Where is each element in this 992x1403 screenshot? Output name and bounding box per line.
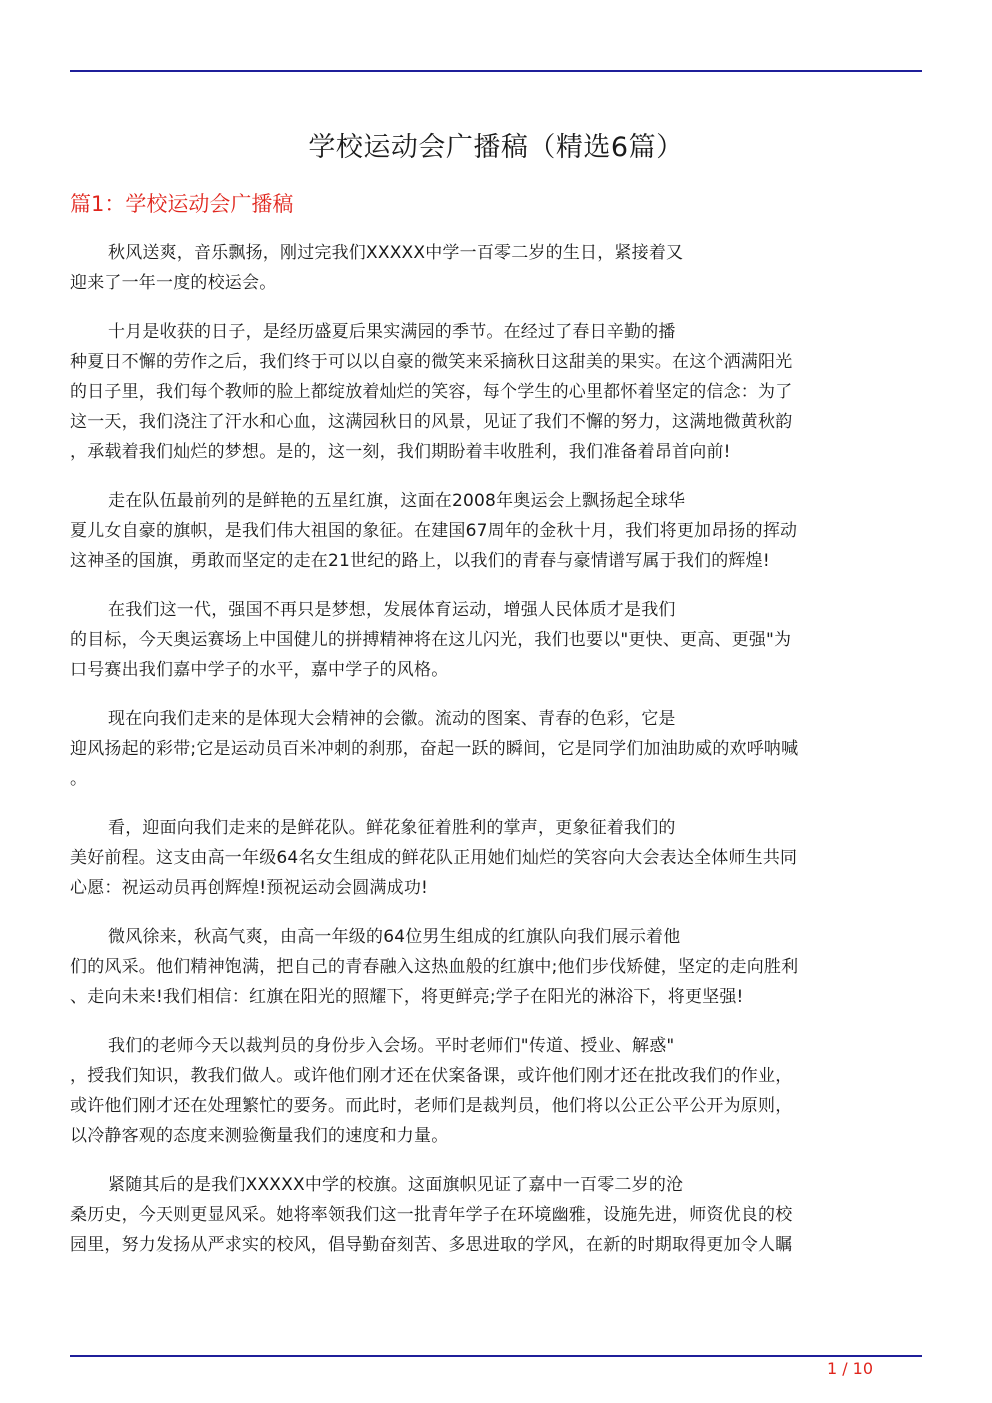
paragraph-line: 走在队伍最前列的是鲜艳的五星红旗，这面在2008年奥运会上飘扬起全球华 [108, 491, 686, 511]
paragraph-line: 迎风扬起的彩带;它是运动员百米冲刺的刹那，奋起一跃的瞬间，它是同学们加油助威的欢呼呐喊 [70, 739, 799, 759]
paragraph [70, 1170, 922, 1260]
paragraph [70, 486, 922, 576]
header-rule [70, 70, 922, 72]
paragraph [70, 238, 922, 298]
paragraph [70, 922, 922, 1012]
paragraph-line: 秋风送爽，音乐飘扬，刚过完我们XXXXX中学一百零二岁的生日，紧接着又 [108, 243, 684, 263]
paragraph-line: 微风徐来，秋高气爽，由高一年级的64位男生组成的红旗队向我们展示着他 [108, 927, 681, 947]
paragraph-line: 在我们这一代，强国不再只是梦想，发展体育运动，增强人民体质才是我们 [108, 600, 676, 620]
paragraph-line: 这神圣的国旗，勇敢而坚定的走在21世纪的路上，以我们的青春与豪情谱写属于我们的辉煌! [70, 551, 770, 571]
paragraph-line: 的日子里，我们每个教师的脸上都绽放着灿烂的笑容，每个学生的心里都怀着坚定的信念：为了 [70, 382, 793, 402]
paragraph-line: 种夏日不懈的劳作之后，我们终于可以以自豪的微笑来采摘秋日这甜美的果实。在这个洒满阳光 [70, 352, 793, 372]
document-title: 学校运动会广播稿（精选6篇） [308, 132, 684, 163]
paragraph [70, 704, 922, 794]
paragraph-line: 十月是收获的日子，是经历盛夏后果实满园的季节。在经过了春日辛勤的播 [108, 322, 676, 342]
paragraph-line: 园里，努力发扬从严求实的校风，倡导勤奋刻苦、多思进取的学风，在新的时期取得更加令人瞩 [70, 1235, 793, 1255]
section-heading: 篇1：学校运动会广播稿 [70, 192, 294, 216]
paragraph-line: 或许他们刚才还在处理繁忙的要务。而此时，老师们是裁判员，他们将以公正公平公开为原则， [70, 1096, 793, 1116]
paragraph-line: 现在向我们走来的是体现大会精神的会徽。流动的图案、青春的色彩，它是 [108, 709, 676, 729]
paragraph-line: ，授我们知识，教我们做人。或许他们刚才还在伏案备课，或许他们刚才还在批改我们的作业， [70, 1066, 793, 1086]
paragraph-line: 看，迎面向我们走来的是鲜花队。鲜花象征着胜利的掌声，更象征着我们的 [108, 818, 676, 838]
paragraph [70, 595, 922, 685]
paragraph-line: 这一天，我们浇注了汗水和心血，这满园秋日的风景，见证了我们不懈的努力，这满地微黄秋韵 [70, 412, 793, 432]
paragraph-line: 心愿：祝运动员再创辉煌!预祝运动会圆满成功! [70, 878, 429, 898]
paragraph [70, 813, 922, 903]
paragraph [70, 1031, 922, 1151]
paragraph-line: 、走向未来!我们相信：红旗在阳光的照耀下，将更鲜亮;学子在阳光的淋浴下，将更坚强! [70, 987, 744, 1007]
paragraph [70, 317, 922, 467]
paragraph-line: 以冷静客观的态度来测验衡量我们的速度和力量。 [70, 1126, 449, 1146]
paragraph-line: 桑历史，今天则更显风采。她将率领我们这一批青年学子在环境幽雅，设施先进，师资优良的校 [70, 1205, 793, 1225]
footer-rule [70, 1355, 922, 1357]
paragraph-line: 我们的老师今天以裁判员的身份步入会场。平时老师们"传道、授业、解惑" [108, 1036, 675, 1056]
paragraph-line: 的目标，今天奥运赛场上中国健儿的拼搏精神将在这儿闪光，我们也要以"更快、更高、更强"为 [70, 630, 792, 650]
paragraph-line: 。 [70, 769, 88, 789]
paragraph-line: ，承载着我们灿烂的梦想。是的，这一刻，我们期盼着丰收胜利，我们准备着昂首向前! [70, 442, 731, 462]
page-number: 1 / 10 [826, 1359, 874, 1378]
paragraph-line: 夏儿女自豪的旗帜，是我们伟大祖国的象征。在建国67周年的金秋十月，我们将更加昂扬的挥动 [70, 521, 798, 541]
paragraph-line: 们的风采。他们精神饱满，把自己的青春融入这热血般的红旗中;他们步伐矫健，坚定的走向胜利 [70, 957, 799, 977]
paragraph-line: 紧随其后的是我们XXXXX中学的校旗。这面旗帜见证了嘉中一百零二岁的沧 [108, 1175, 684, 1195]
document-body [70, 238, 922, 1279]
paragraph-line: 美好前程。这支由高一年级64名女生组成的鲜花队正用她们灿烂的笑容向大会表达全体师生共同 [70, 848, 798, 868]
paragraph-line: 迎来了一年一度的校运会。 [70, 273, 277, 293]
paragraph-line: 口号赛出我们嘉中学子的水平，嘉中学子的风格。 [70, 660, 449, 680]
